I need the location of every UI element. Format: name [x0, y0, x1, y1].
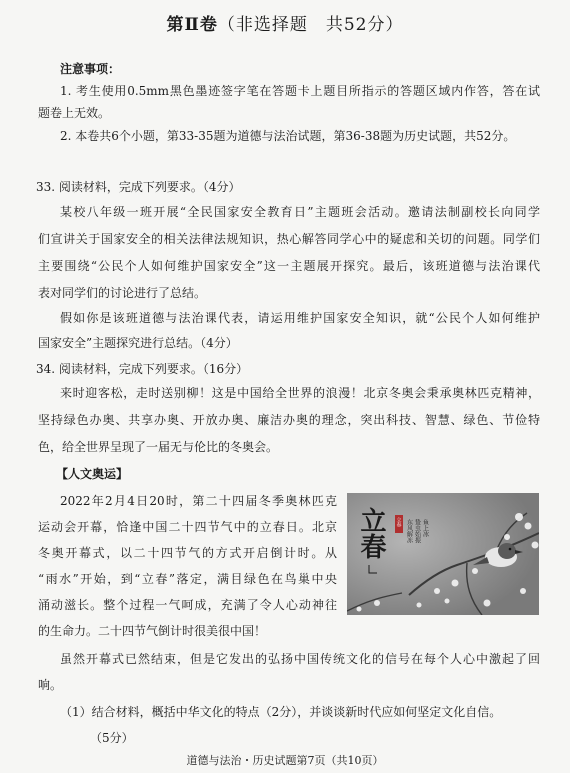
poster-title-text: 立春 [356, 507, 386, 559]
q34-material-line: “雨水”开始，到“立春”落定，满目绿色在鸟巢中央 [38, 572, 337, 586]
q33-task-line-1: 假如你是该班道德与法治课代表，请运用维护国家安全知识，就“公民个人如何维护 [60, 311, 540, 325]
q33-material-line: 表对同学们的讨论进行了总结。 [38, 286, 207, 300]
q34-material-line: 运动会开幕，恰逢中国二十四节气中的立春日。北京 [38, 520, 337, 534]
poem-column-1: 东风解冻 [405, 519, 413, 543]
q33-stem: 33. 阅读材料，完成下列要求。（4分） [36, 180, 241, 194]
section-title [0, 10, 570, 35]
section-title-bold: 第Ⅱ卷 [166, 15, 218, 35]
notice-item-2: 2. 本卷共6个小题，第33-35题为道德与法治试题，第36-38题为历史试题，共52分。 [60, 129, 516, 143]
q33-material-line: 主要围绕“公民个人如何维护国家安全”这一主题展开探究。最后，该班道德与法治课代 [38, 259, 540, 273]
notice-item-1-line-1: 1. 考生使用0.5mm黑色墨迹签字笔在答题卡上题目所指示的答题区域内作答，答在试 [60, 84, 540, 98]
notice-item-1-line-2: 题卷上无效。 [38, 106, 111, 120]
q34-section-title: 【人文奥运】 [56, 467, 129, 481]
page-footer: 道德与法治・历史试题第7页（共10页） [186, 754, 384, 767]
q34-stem: 34. 阅读材料，完成下列要求。（16分） [36, 362, 249, 376]
q33-material-line: 某校八年级一班开展“全民国家安全教育日”主题班会活动。邀请法制副校长向同学 [60, 205, 540, 219]
q34-intro-line: 色，给全世界呈现了一届无与伦比的冬奥会。 [38, 440, 279, 454]
q34-subquestion-1-line-1: （1）结合材料，概括中华文化的特点（2分），并谈谈新时代应如何坚定文化自信。 [60, 705, 502, 719]
q34-closing-line-1: 虽然开幕式已然结束，但是它发出的弘扬中国传统文化的信号在每个人心中激起了回 [60, 652, 540, 666]
q34-material-line: 2022年2月4日20时，第二十四届冬季奥林匹克 [60, 494, 337, 508]
poem-column-3: 鱼上冰 [421, 519, 429, 537]
lichun-poster-art [347, 493, 539, 615]
q34-intro-line: 坚持绿色办奥、共享办奥、开放办奥、廉洁办奥的理念，突出科技、智慧、绿色、节俭特 [38, 413, 540, 427]
q33-task-line-2: 国家安全”主题探究进行总结。（4分） [38, 336, 238, 350]
q34-closing-line-2: 响。 [38, 678, 63, 692]
notice-heading: 注意事项： [60, 62, 121, 76]
section-title-rest: （非选择题 共52分） [217, 15, 404, 35]
poster-seal-text: 立春 [395, 517, 402, 527]
q34-material-line: 的生命力。二十四节气倒计时很美很中国！ [38, 624, 267, 638]
poem-column-2: 蛰虫始振 [413, 519, 421, 543]
lichun-poster-image [347, 493, 539, 615]
q33-material-line: 们宣讲关于国家安全的相关法律法规知识，热心解答同学心中的疑虑和关切的问题。同学们 [38, 232, 540, 246]
q34-material-line: 冬奥开幕式，以二十四节气的方式开启倒计时。从 [38, 546, 337, 560]
q34-intro-line: 来时迎客松，走时送别柳！这是中国给全世界的浪漫！北京冬奥会秉承奥林匹克精神， [60, 386, 540, 400]
q34-material-line: 涌动滋长。整个过程一气呵成，充满了令人心动神往 [38, 598, 337, 612]
q34-subquestion-1-line-2: （5分） [90, 731, 134, 745]
